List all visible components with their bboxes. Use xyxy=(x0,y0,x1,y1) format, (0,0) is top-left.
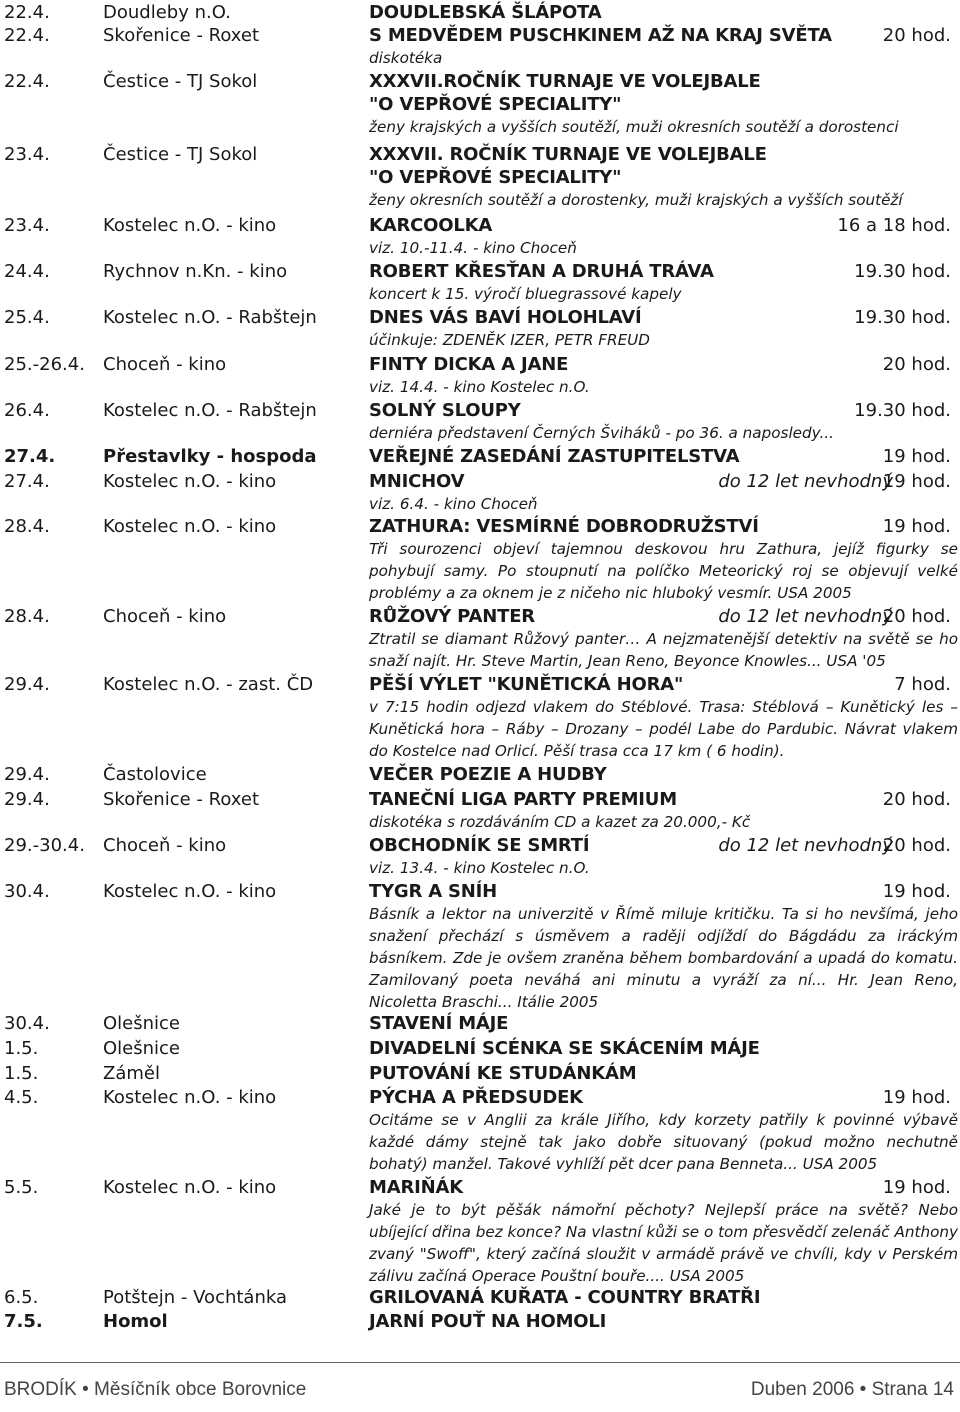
event-entry xyxy=(0,445,960,468)
event-title: GRILOVANÁ KUŘATA - COUNTRY BRATŘI xyxy=(369,1287,761,1308)
event-main-line xyxy=(0,470,960,493)
event-venue: Kostelec n.O. - kino xyxy=(103,471,277,492)
event-time: 19 hod. xyxy=(882,446,951,467)
event-description: Básník a lektor na univerzitě v Římě miluje kritičku. Ta si ho nevšímá, jeho snažení přechází s úsměvem a raději odjíždí do Bágdádu za iráckým básníkem. Zde je ovšem zraněna během bombardování a upadá do komatu. Zamilovaný poeta neváhá ani minutu a vyráží za ní... Hr. Jean Reno, Nicoletta Braschi... Itálie 2005 xyxy=(369,905,958,1011)
footer-divider xyxy=(0,1362,960,1363)
event-entry xyxy=(0,880,960,1013)
event-date: 30.4. xyxy=(4,881,50,902)
event-entry xyxy=(0,1012,960,1035)
event-venue: Choceň - kino xyxy=(103,835,227,856)
event-entry xyxy=(0,1086,960,1175)
event-entry xyxy=(0,1,960,24)
event-entry xyxy=(0,260,960,305)
event-main-line xyxy=(0,214,960,237)
event-main-line xyxy=(0,1,960,24)
event-title: KARCOOLKA xyxy=(369,215,493,236)
event-title: MARIŇÁK xyxy=(369,1177,463,1198)
event-date: 29.4. xyxy=(4,764,50,785)
event-date: 6.5. xyxy=(4,1287,39,1308)
event-description: diskotéka xyxy=(369,49,443,67)
event-venue: Choceň - kino xyxy=(103,354,227,375)
event-date: 22.4. xyxy=(4,25,50,46)
event-main-line xyxy=(0,880,960,903)
event-description: Tři sourozenci objeví tajemnou deskovou hru Zathura, jejíž figurky se pohybují samy. Po stoupnutí na políčko Meteorický roj se objevují velké problémy a za oknem je z ničeho nic hluboký vesmír. USA 2005 xyxy=(369,540,958,602)
event-date: 29.4. xyxy=(4,674,50,695)
event-venue: Kostelec n.O. - kino xyxy=(103,881,277,902)
event-main-line xyxy=(0,399,960,422)
age-restriction: do 12 let nevhodný xyxy=(718,835,893,856)
event-time: 20 hod. xyxy=(882,789,951,810)
event-date: 25.4. xyxy=(4,307,50,328)
event-entry xyxy=(0,1176,960,1287)
event-time: 20 hod. xyxy=(882,835,951,856)
event-entry xyxy=(0,834,960,879)
event-venue: Kostelec n.O. - kino xyxy=(103,1177,277,1198)
event-title: FINTY DICKA A JANE xyxy=(369,354,569,375)
event-title: XXXVII.ROČNÍK TURNAJE VE VOLEJBALE xyxy=(369,71,761,92)
event-date: 5.5. xyxy=(4,1177,39,1198)
event-venue: Skořenice - Roxet xyxy=(103,789,260,810)
event-date: 1.5. xyxy=(4,1063,39,1084)
event-time: 7 hod. xyxy=(894,674,951,695)
event-time: 19.30 hod. xyxy=(854,261,951,282)
event-main-line xyxy=(0,1176,960,1199)
event-main-line xyxy=(0,1086,960,1109)
event-date: 23.4. xyxy=(4,144,50,165)
event-description: derniéra představení Černých Šviháků - po 36. a naposledy... xyxy=(369,424,834,442)
event-main-line xyxy=(0,763,960,786)
event-date: 26.4. xyxy=(4,400,50,421)
event-date: 27.4. xyxy=(4,471,50,492)
event-venue: Doudleby n.O. xyxy=(103,2,231,23)
event-entry xyxy=(0,605,960,672)
event-date: 24.4. xyxy=(4,261,50,282)
event-main-line xyxy=(0,515,960,538)
event-venue: Čestice - TJ Sokol xyxy=(103,71,258,92)
event-entry xyxy=(0,470,960,515)
event-venue: Záměl xyxy=(103,1063,160,1084)
event-entry xyxy=(0,353,960,398)
event-description: Ztratil se diamant Růžový panter… A nejzmatenější detektiv na světě se ho snaží najít. Hr. Steve Martin, Jean Reno, Beyonce Knowles... USA '05 xyxy=(369,630,958,670)
event-title: VEŘEJNÉ ZASEDÁNÍ ZASTUPITELSTVA xyxy=(369,446,740,467)
event-time: 19 hod. xyxy=(882,1087,951,1108)
event-title: PUTOVÁNÍ KE STUDÁNKÁM xyxy=(369,1063,637,1084)
event-entry xyxy=(0,306,960,351)
event-venue: Častolovice xyxy=(103,764,207,785)
event-main-line xyxy=(0,1286,960,1309)
event-description: viz. 13.4. - kino Kostelec n.O. xyxy=(369,859,590,877)
event-title: S MEDVĚDEM PUSCHKINEM AŽ NA KRAJ SVĚTA xyxy=(369,25,832,46)
event-entry xyxy=(0,763,960,786)
event-description: koncert k 15. výročí bluegrassové kapely xyxy=(369,285,682,303)
event-title: VEČER POEZIE A HUDBY xyxy=(369,764,607,785)
event-time: 19.30 hod. xyxy=(854,400,951,421)
event-venue: Kostelec n.O. - zast. ČD xyxy=(103,674,314,695)
event-title: PÝCHA A PŘEDSUDEK xyxy=(369,1087,583,1108)
event-main-line xyxy=(0,788,960,811)
event-date: 29.4. xyxy=(4,789,50,810)
event-title: DIVADELNÍ SCÉNKA SE SKÁCENÍM MÁJE xyxy=(369,1038,760,1059)
event-entry xyxy=(0,1062,960,1085)
event-main-line xyxy=(0,673,960,696)
event-venue: Rychnov n.Kn. - kino xyxy=(103,261,288,282)
event-date: 7.5. xyxy=(4,1311,43,1332)
event-time: 20 hod. xyxy=(882,354,951,375)
event-title: ZATHURA: VESMÍRNÉ DOBRODRUŽSTVÍ xyxy=(369,516,759,537)
event-description: účinkuje: ZDENĚK IZER, PETR FREUD xyxy=(369,331,650,349)
event-main-line xyxy=(0,143,960,166)
event-venue: Kostelec n.O. - Rabštejn xyxy=(103,307,317,328)
event-date: 28.4. xyxy=(4,606,50,627)
event-title-line-2: "O VEPŘOVÉ SPECIALITY" xyxy=(369,94,622,115)
event-entry xyxy=(0,1310,960,1333)
event-description: Ocitáme se v Anglii za krále Jiřího, kdy korzety patřily k povinné výbavě každé dámy stejně tak jako dobře situovaný (pokud možno nechutně bohatý) manžel. Takové vyhlíží pět dcer pana Benneta... USA 2005 xyxy=(369,1111,958,1173)
event-venue: Přestavlky - hospoda xyxy=(103,446,317,467)
event-venue: Choceň - kino xyxy=(103,606,227,627)
event-venue: Kostelec n.O. - kino xyxy=(103,1087,277,1108)
event-title: PĚŠÍ VÝLET "KUNĚTICKÁ HORA" xyxy=(369,674,684,695)
event-date: 22.4. xyxy=(4,2,50,23)
event-main-line xyxy=(0,70,960,93)
event-title: DOUDLEBSKÁ ŠLÁPOTA xyxy=(369,2,602,23)
event-venue: Čestice - TJ Sokol xyxy=(103,144,258,165)
event-main-line xyxy=(0,1062,960,1085)
event-main-line xyxy=(0,24,960,47)
event-main-line xyxy=(0,1012,960,1035)
event-title: JARNÍ POUŤ NA HOMOLI xyxy=(369,1311,607,1332)
age-restriction: do 12 let nevhodný xyxy=(718,606,893,627)
event-entry xyxy=(0,399,960,444)
event-date: 1.5. xyxy=(4,1038,39,1059)
event-venue: Potštejn - Vochtánka xyxy=(103,1287,288,1308)
event-title: XXXVII. ROČNÍK TURNAJE VE VOLEJBALE xyxy=(369,144,767,165)
event-main-line xyxy=(0,445,960,468)
event-venue: Kostelec n.O. - Rabštejn xyxy=(103,400,317,421)
event-description: viz. 6.4. - kino Choceň xyxy=(369,495,538,513)
event-venue: Skořenice - Roxet xyxy=(103,25,260,46)
event-date: 27.4. xyxy=(4,446,56,467)
event-title: DNES VÁS BAVÍ HOLOHLAVÍ xyxy=(369,307,642,328)
event-date: 29.-30.4. xyxy=(4,835,85,856)
event-time: 19.30 hod. xyxy=(854,307,951,328)
event-entry xyxy=(0,1037,960,1060)
event-time: 19 hod. xyxy=(882,1177,951,1198)
event-time: 20 hod. xyxy=(882,25,951,46)
event-date: 30.4. xyxy=(4,1013,50,1034)
event-date: 23.4. xyxy=(4,215,50,236)
event-entry xyxy=(0,515,960,604)
footer-publication: BRODÍK • Měsíčník obce Borovnice xyxy=(4,1379,307,1400)
event-entry xyxy=(0,214,960,259)
event-main-line xyxy=(0,1037,960,1060)
event-entry xyxy=(0,143,960,211)
event-description: diskotéka s rozdáváním CD a kazet za 20.000,- Kč xyxy=(369,813,751,831)
event-entry xyxy=(0,70,960,138)
event-entry xyxy=(0,1286,960,1309)
event-venue: Olešnice xyxy=(103,1038,181,1059)
event-date: 4.5. xyxy=(4,1087,39,1108)
event-entry xyxy=(0,673,960,762)
event-description: Jaké je to být pěšák námořní pěchoty? Nejlepší práce na světě? Nebo ubíjející dřina bez konce? Na vlastní kůži se o tom přesvědčí zelenáč Anthony zvaný "Swoff", který začíná sloužit v armádě právě ve chvíli, kdy v Perském zálivu začíná Operace Pouštní bouře.... USA 2005 xyxy=(369,1201,958,1285)
event-date: 22.4. xyxy=(4,71,50,92)
event-entry xyxy=(0,788,960,833)
event-entry xyxy=(0,24,960,69)
event-time: 20 hod. xyxy=(882,606,951,627)
event-time: 19 hod. xyxy=(882,516,951,537)
event-title: STAVENÍ MÁJE xyxy=(369,1013,509,1034)
event-main-line xyxy=(0,834,960,857)
event-main-line xyxy=(0,605,960,628)
event-main-line xyxy=(0,306,960,329)
event-date: 28.4. xyxy=(4,516,50,537)
event-title: SOLNÝ SLOUPY xyxy=(369,400,521,421)
event-title: RŮŽOVÝ PANTER xyxy=(369,606,535,627)
event-time: 19 hod. xyxy=(882,881,951,902)
event-time: 19 hod. xyxy=(882,471,951,492)
event-description: ženy okresních soutěží a dorostenky, muži krajských a vyšších soutěží xyxy=(369,191,903,209)
event-title: OBCHODNÍK SE SMRTÍ xyxy=(369,835,590,856)
event-venue: Kostelec n.O. - kino xyxy=(103,215,277,236)
event-venue: Olešnice xyxy=(103,1013,181,1034)
event-title-line-2: "O VEPŘOVÉ SPECIALITY" xyxy=(369,167,622,188)
event-description: viz. 14.4. - kino Kostelec n.O. xyxy=(369,378,590,396)
footer-page-info: Duben 2006 • Strana 14 xyxy=(750,1379,954,1400)
age-restriction: do 12 let nevhodný xyxy=(718,471,893,492)
event-date: 25.-26.4. xyxy=(4,354,85,375)
event-title: TYGR A SNÍH xyxy=(369,881,498,902)
event-venue: Homol xyxy=(103,1311,168,1332)
event-main-line xyxy=(0,1310,960,1333)
event-title: ROBERT KŘESŤAN A DRUHÁ TRÁVA xyxy=(369,261,714,282)
event-main-line xyxy=(0,353,960,376)
event-main-line xyxy=(0,260,960,283)
event-description: v 7:15 hodin odjezd vlakem do Stéblové. Trasa: Stéblová – Kunětický les – Kunětická hora – Ráby – Drozany – podél Labe do Pardubic. Návrat vlakem do Kostelce nad Orlicí. Pěší trasa cca 17 km ( 6 hodin). xyxy=(369,698,958,760)
event-description: ženy krajských a vyšších soutěží, muži okresních soutěží a dorostenci xyxy=(369,118,899,136)
event-time: 16 a 18 hod. xyxy=(837,215,951,236)
event-description: viz. 10.-11.4. - kino Choceň xyxy=(369,239,577,257)
event-title: MNICHOV xyxy=(369,471,465,492)
event-venue: Kostelec n.O. - kino xyxy=(103,516,277,537)
event-title: TANEČNÍ LIGA PARTY PREMIUM xyxy=(369,789,677,810)
